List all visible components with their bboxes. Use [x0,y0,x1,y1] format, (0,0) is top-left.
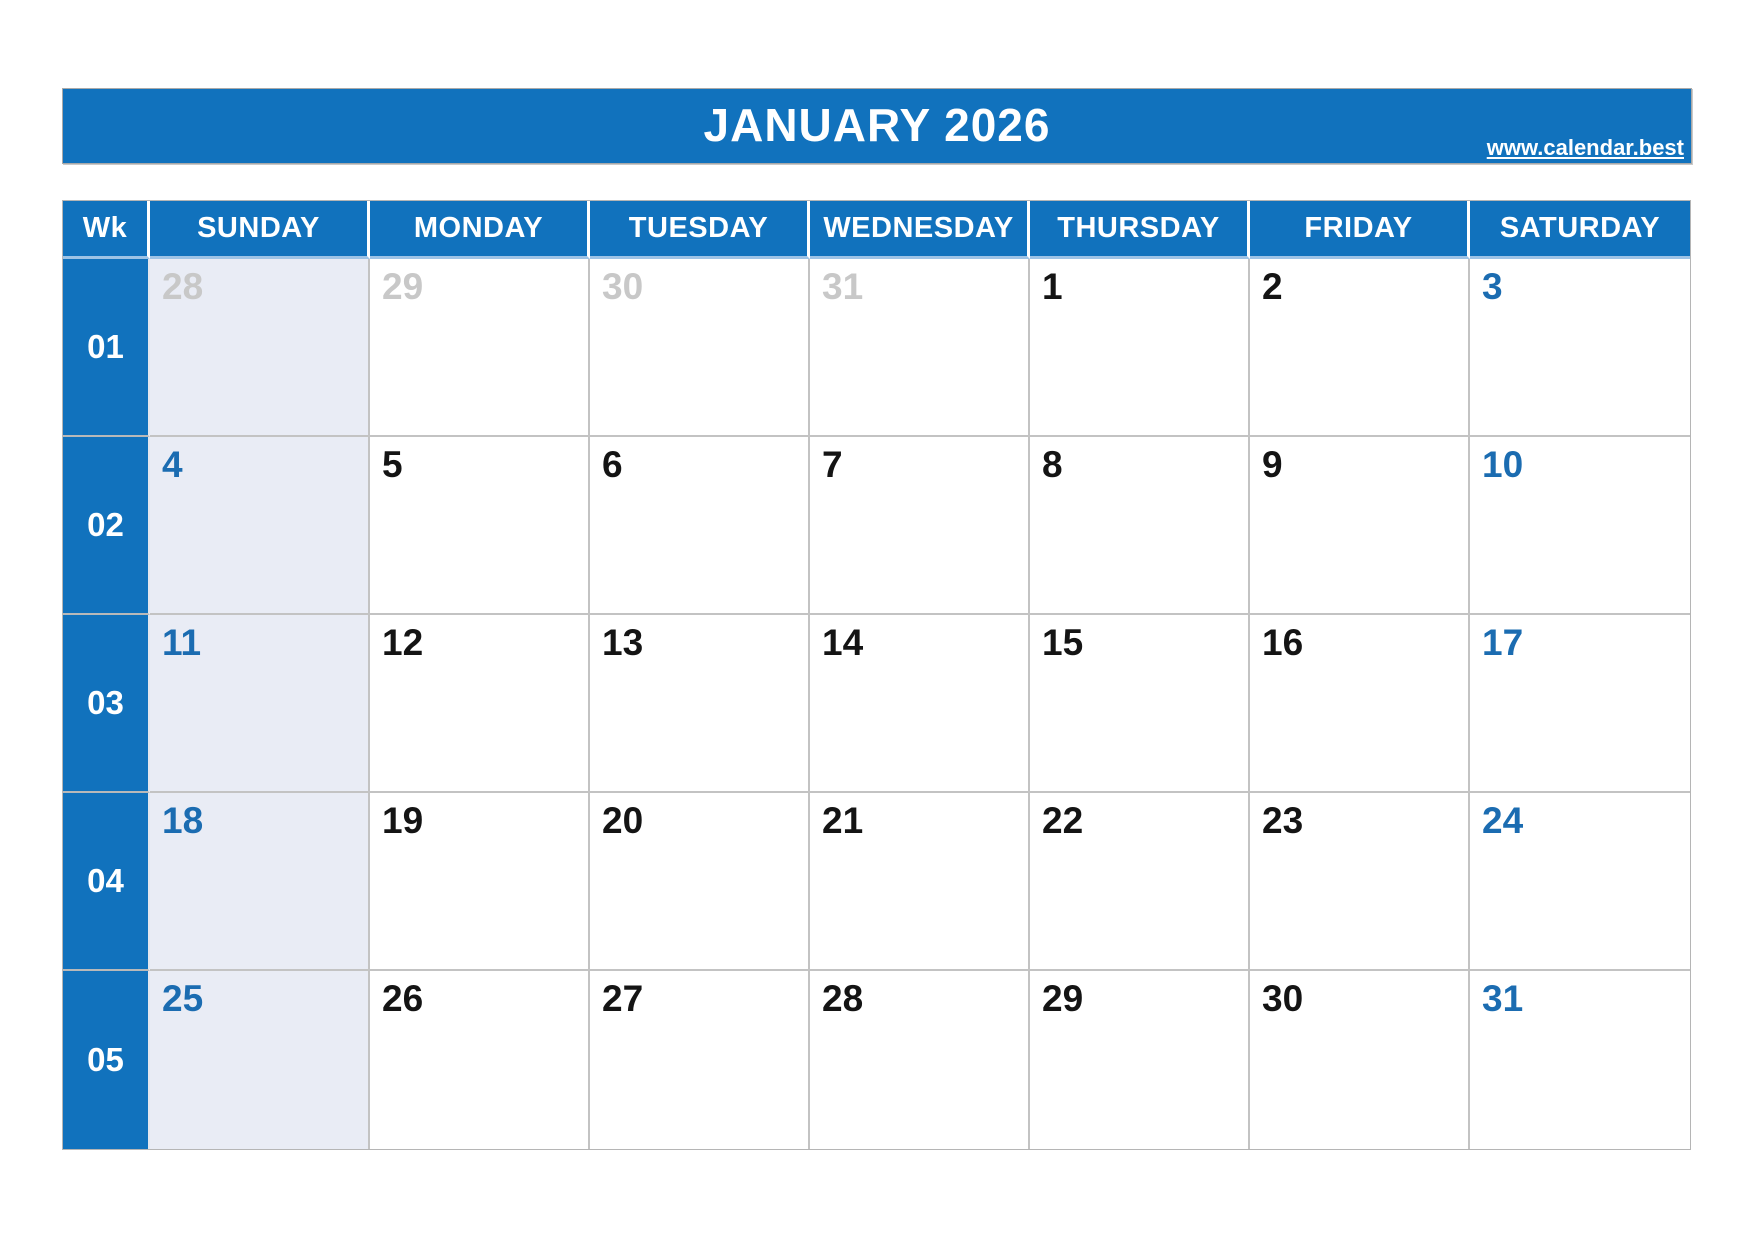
date-label: 22 [1042,800,1084,841]
day-cell [810,259,1030,437]
website-link[interactable]: www.calendar.best [1486,135,1684,160]
day-cell [590,437,810,615]
day-cell [1470,437,1690,615]
week-row [63,971,1690,1149]
week-number-label: 01 [87,328,124,365]
date-label: 9 [1262,444,1283,485]
week-row [63,793,1690,971]
date-label: 14 [822,622,864,663]
week-number-cell [63,971,150,1149]
date-label: 23 [1262,800,1304,841]
day-cell [810,615,1030,793]
day-cell [590,259,810,437]
date-label: 2 [1262,266,1283,307]
day-cell [1030,971,1250,1149]
week-number-cell [63,437,150,615]
day-cell [370,437,590,615]
calendar-grid [62,200,1691,1150]
day-header-saturday: SATURDAY [1470,201,1690,259]
week-row [63,437,1690,615]
date-label: 3 [1482,266,1503,307]
day-header-monday: MONDAY [370,201,590,259]
date-label: 19 [382,800,424,841]
day-cell [1030,437,1250,615]
calendar-title-bar [62,88,1692,164]
day-cell [1470,971,1690,1149]
week-number-label: 04 [87,862,124,899]
date-label: 18 [162,800,204,841]
date-label: 11 [162,622,202,663]
week-column-header: Wk [63,201,150,259]
date-label: 5 [382,444,403,485]
week-row [63,615,1690,793]
date-label: 20 [602,800,644,841]
week-number-label: 03 [87,684,124,721]
day-cell [150,793,370,971]
date-label: 16 [1262,622,1304,663]
week-number-cell [63,793,150,971]
day-cell [810,793,1030,971]
day-header-row [63,201,1690,259]
date-label: 25 [162,978,204,1019]
day-cell [370,259,590,437]
date-label: 6 [602,444,623,485]
day-cell [1250,437,1470,615]
date-label: 28 [822,978,864,1019]
date-label: 13 [602,622,644,663]
date-label: 21 [822,800,864,841]
day-cell [1030,259,1250,437]
date-label: 10 [1482,444,1524,485]
day-cell [590,793,810,971]
date-label: 31 [1482,978,1524,1019]
date-label: 8 [1042,444,1063,485]
day-header-friday: FRIDAY [1250,201,1470,259]
date-label: 12 [382,622,424,663]
day-cell [1250,793,1470,971]
day-cell [150,437,370,615]
day-cell [370,615,590,793]
day-header-wednesday: WEDNESDAY [810,201,1030,259]
day-header-tuesday: TUESDAY [590,201,810,259]
date-label: 15 [1042,622,1084,663]
date-label: 28 [162,266,204,307]
day-cell [810,971,1030,1149]
date-label: 27 [602,978,644,1019]
week-number-label: 02 [87,506,124,543]
day-cell [1030,615,1250,793]
date-label: 29 [382,266,424,307]
date-label: 1 [1042,266,1063,307]
day-cell [150,259,370,437]
day-cell [150,615,370,793]
day-header-sunday: SUNDAY [150,201,370,259]
day-cell [590,615,810,793]
day-header-thursday: THURSDAY [1030,201,1250,259]
date-label: 31 [822,266,864,307]
week-number-label: 05 [87,1041,124,1078]
day-cell [1470,259,1690,437]
day-cell [1250,971,1470,1149]
week-number-cell [63,259,150,437]
day-cell [1250,615,1470,793]
date-label: 4 [162,444,183,485]
day-cell [150,971,370,1149]
day-cell [1030,793,1250,971]
day-cell [590,971,810,1149]
month-title: JANUARY 2026 [703,99,1051,151]
date-label: 30 [602,266,644,307]
day-cell [1470,615,1690,793]
day-cell [1250,259,1470,437]
day-cell [1470,793,1690,971]
date-label: 26 [382,978,424,1019]
date-label: 24 [1482,800,1524,841]
date-label: 29 [1042,978,1084,1019]
day-cell [810,437,1030,615]
day-cell [370,793,590,971]
date-label: 7 [822,444,843,485]
date-label: 30 [1262,978,1304,1019]
week-row [63,259,1690,437]
week-number-cell [63,615,150,793]
date-label: 17 [1482,622,1524,663]
day-cell [370,971,590,1149]
